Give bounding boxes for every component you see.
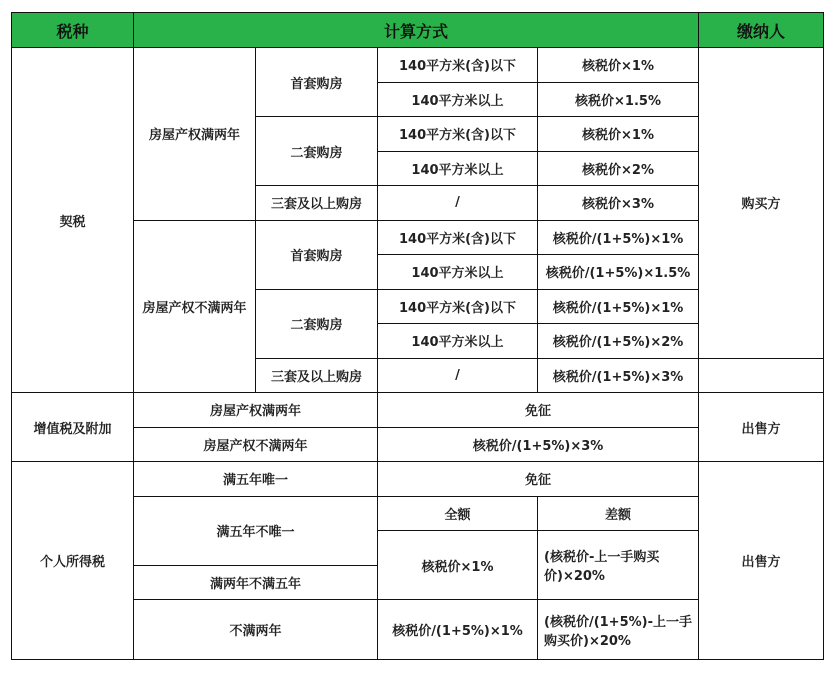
income-diff-header: 差额 bbox=[538, 496, 699, 531]
deed-notfull-second-label: 二套购房 bbox=[256, 289, 378, 358]
income-tax-label: 个人所得税 bbox=[12, 462, 134, 660]
vat-full-label: 房屋产权满两年 bbox=[134, 393, 378, 428]
deed-notfull-second-small-rate: 核税价/(1+5%)×1% bbox=[538, 289, 699, 324]
income-five-not-unique-label: 满五年不唯一 bbox=[134, 496, 378, 565]
deed-full-second-small: 140平方米(含)以下 bbox=[378, 117, 538, 152]
income-five-unique-label: 满五年唯一 bbox=[134, 462, 378, 497]
income-mid-full: 核税价×1% bbox=[378, 531, 538, 600]
income-under-two-diff: (核税价/(1+5%)-上一手购买价)×20% bbox=[538, 600, 699, 660]
deed-full-first-small-rate: 核税价×1% bbox=[538, 48, 699, 83]
deed-notfull-third-area: / bbox=[378, 358, 538, 393]
deed-full-third-area: / bbox=[378, 186, 538, 221]
vat-tax-label: 增值税及附加 bbox=[12, 393, 134, 462]
vat-notfull-value: 核税价/(1+5%)×3% bbox=[378, 427, 699, 462]
deed-payer-empty bbox=[699, 358, 824, 393]
vat-full-value: 免征 bbox=[378, 393, 699, 428]
income-under-two-label: 不满两年 bbox=[134, 600, 378, 660]
deed-full-first-small: 140平方米(含)以下 bbox=[378, 48, 538, 83]
deed-notfull-third-label: 三套及以上购房 bbox=[256, 358, 378, 393]
income-mid-diff: (核税价-上一手购买价)×20% bbox=[538, 531, 699, 600]
deed-notfull-first-label: 首套购房 bbox=[256, 220, 378, 289]
deed-full-third-rate: 核税价×3% bbox=[538, 186, 699, 221]
vat-notfull-label: 房屋产权不满两年 bbox=[134, 427, 378, 462]
deed-full-first-large-rate: 核税价×1.5% bbox=[538, 82, 699, 117]
deed-notfull-second-large-rate: 核税价/(1+5%)×2% bbox=[538, 324, 699, 359]
tax-table bbox=[11, 12, 824, 660]
header-tax-type: 税种 bbox=[12, 13, 134, 48]
deed-full-second-label: 二套购房 bbox=[256, 117, 378, 186]
income-full-header: 全额 bbox=[378, 496, 538, 531]
income-payer: 出售方 bbox=[699, 462, 824, 660]
deed-notfull-first-small-rate: 核税价/(1+5%)×1% bbox=[538, 220, 699, 255]
deed-notfull-first-large: 140平方米以上 bbox=[378, 255, 538, 290]
deed-notfull-third-rate: 核税价/(1+5%)×3% bbox=[538, 358, 699, 393]
deed-full-first-large: 140平方米以上 bbox=[378, 82, 538, 117]
deed-full-second-large: 140平方米以上 bbox=[378, 151, 538, 186]
header-payer: 缴纳人 bbox=[699, 13, 824, 48]
header-calculation: 计算方式 bbox=[134, 13, 699, 48]
deed-full-label: 房屋产权满两年 bbox=[134, 48, 256, 221]
deed-notfull-first-large-rate: 核税价/(1+5%)×1.5% bbox=[538, 255, 699, 290]
deed-notfull-second-small: 140平方米(含)以下 bbox=[378, 289, 538, 324]
deed-notfull-label: 房屋产权不满两年 bbox=[134, 220, 256, 393]
deed-full-second-large-rate: 核税价×2% bbox=[538, 151, 699, 186]
deed-full-second-small-rate: 核税价×1% bbox=[538, 117, 699, 152]
deed-payer: 购买方 bbox=[699, 48, 824, 359]
income-two-to-five-label: 满两年不满五年 bbox=[134, 565, 378, 600]
income-under-two-full: 核税价/(1+5%)×1% bbox=[378, 600, 538, 660]
deed-full-first-label: 首套购房 bbox=[256, 48, 378, 117]
income-five-unique-value: 免征 bbox=[378, 462, 699, 497]
deed-tax-label: 契税 bbox=[12, 48, 134, 393]
vat-payer: 出售方 bbox=[699, 393, 824, 462]
deed-full-third-label: 三套及以上购房 bbox=[256, 186, 378, 221]
deed-notfull-first-small: 140平方米(含)以下 bbox=[378, 220, 538, 255]
deed-notfull-second-large: 140平方米以上 bbox=[378, 324, 538, 359]
